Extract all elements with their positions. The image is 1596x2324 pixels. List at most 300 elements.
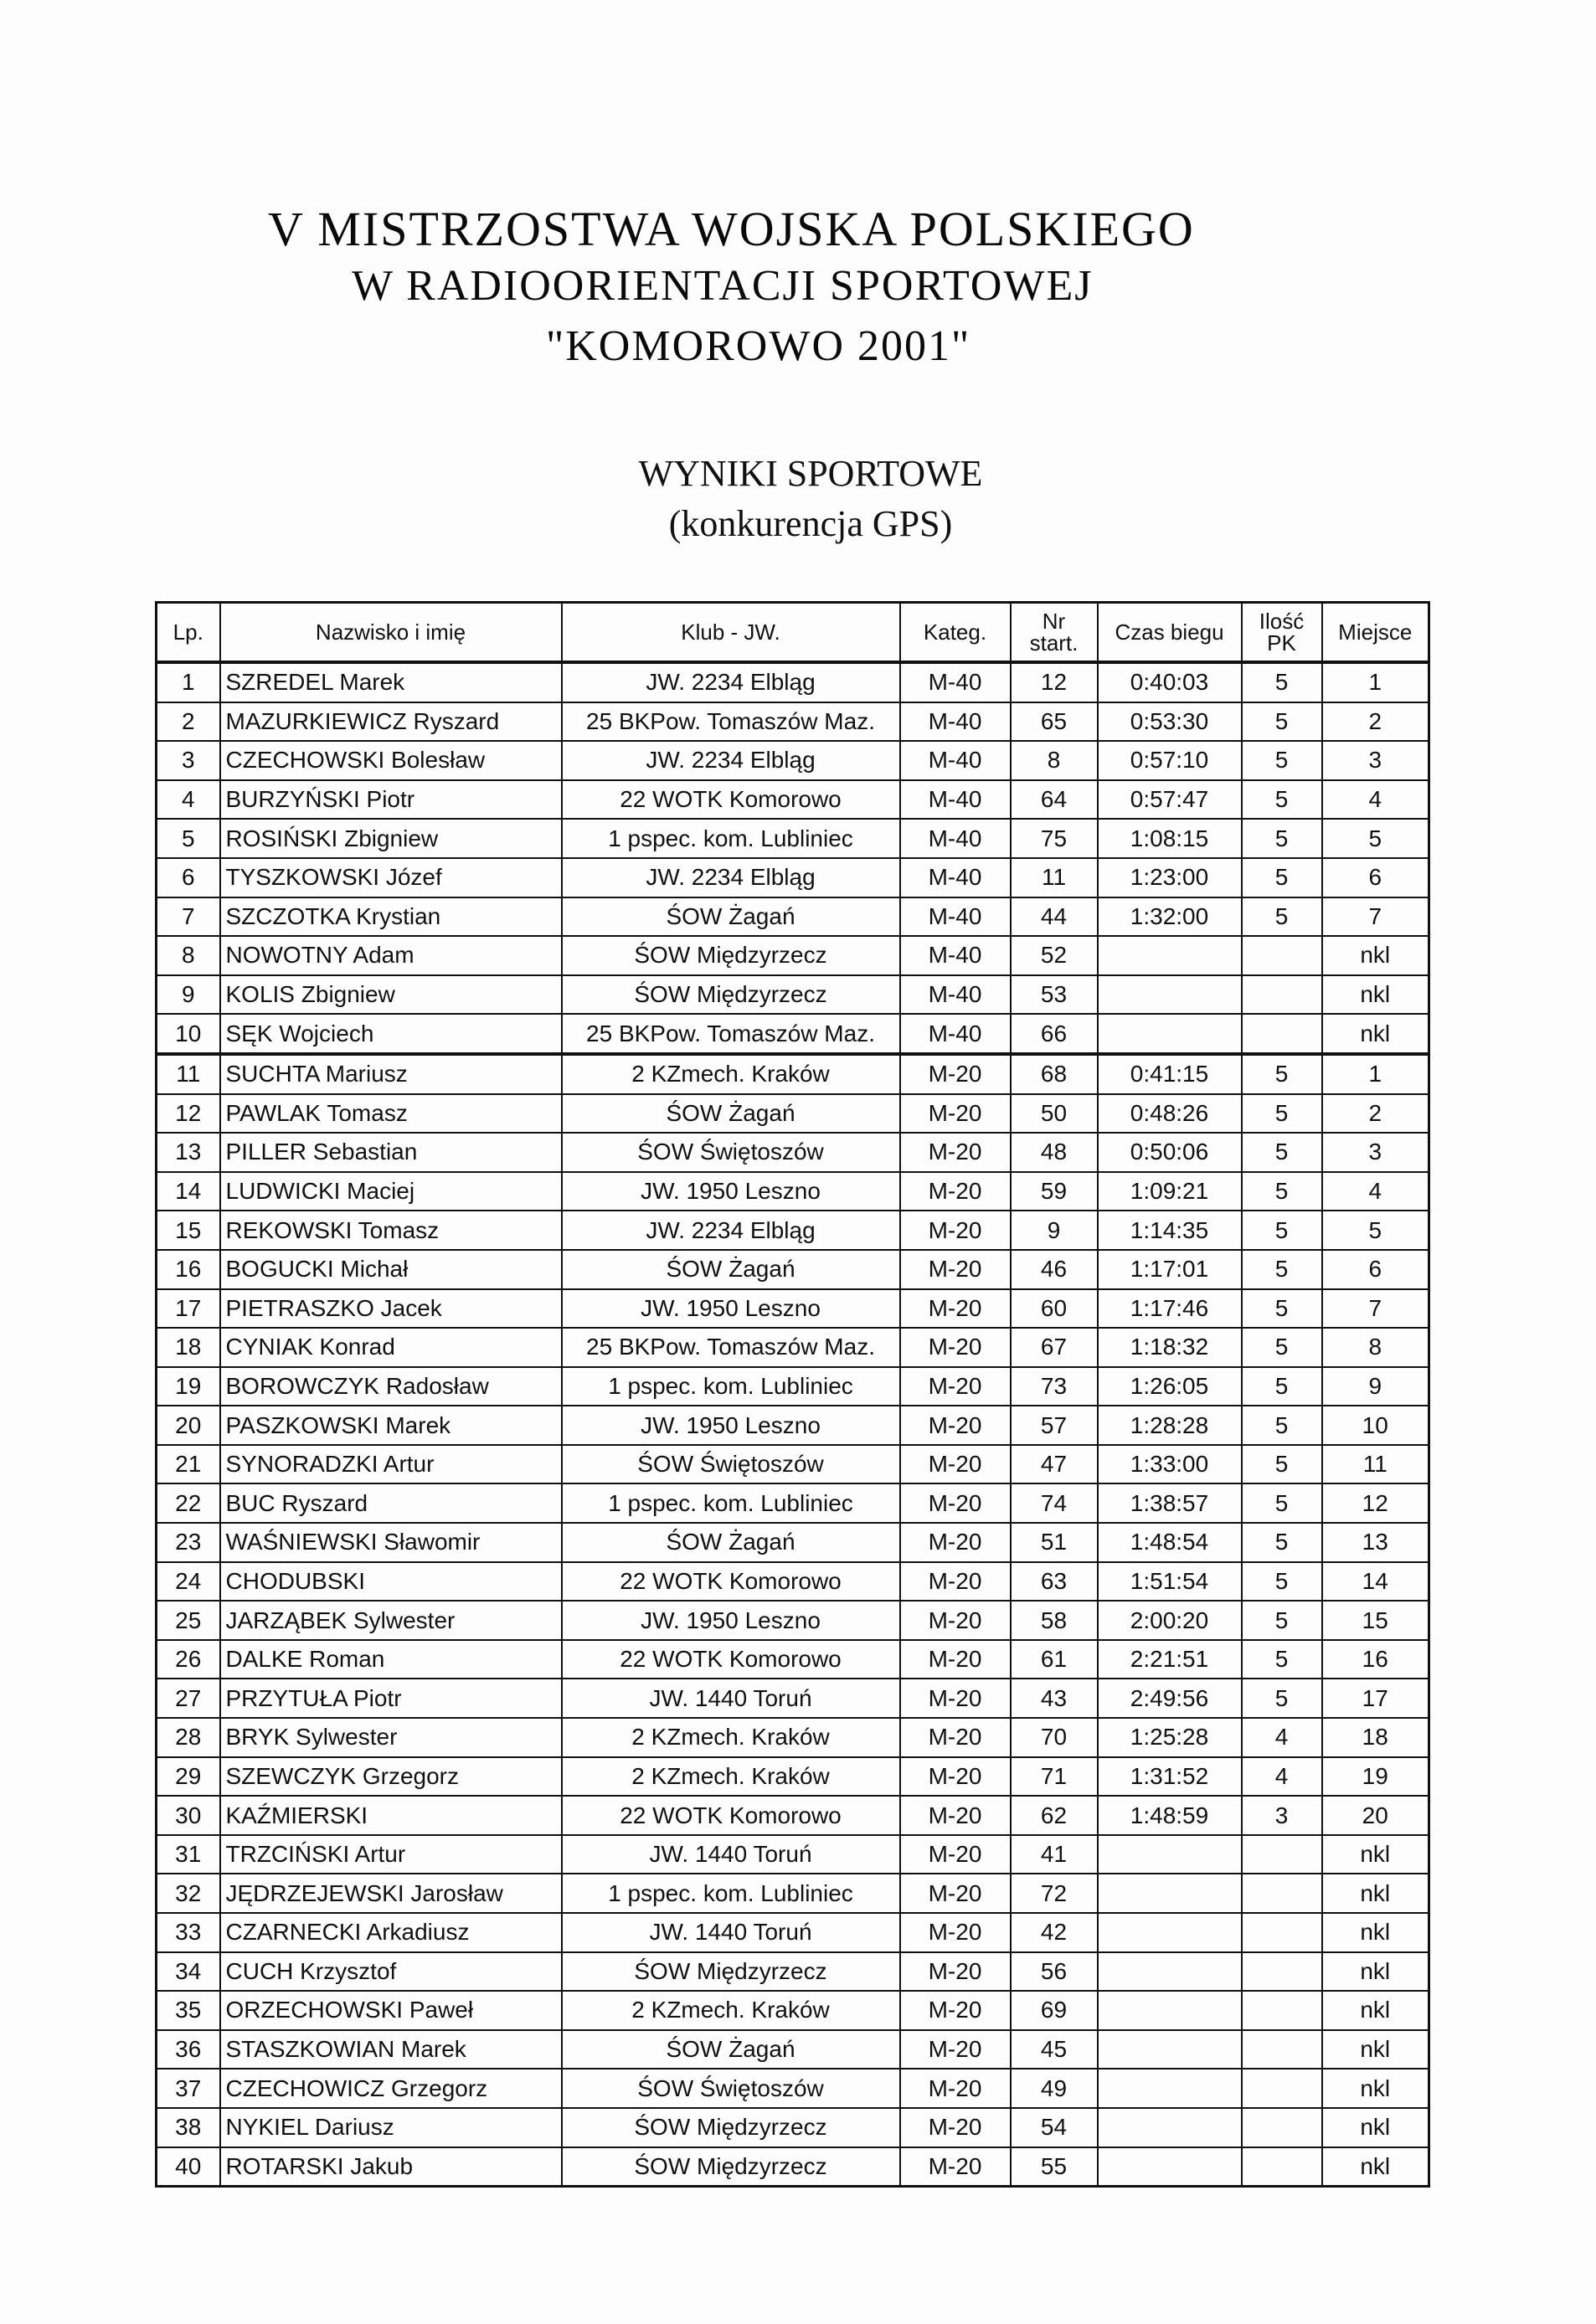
- cell-club: JW. 1440 Toruń: [562, 1835, 900, 1874]
- cell-name: BRYK Sylwester: [220, 1718, 562, 1757]
- cell-club: 2 KZmech. Kraków: [562, 1054, 900, 1094]
- table-row: [157, 1367, 1429, 1406]
- cell-lp: 36: [157, 2030, 220, 2069]
- cell-club: JW. 1950 Leszno: [562, 1289, 900, 1329]
- cell-club: JW. 1440 Toruń: [562, 1913, 900, 1952]
- cell-club: JW. 1950 Leszno: [562, 1172, 900, 1211]
- cell-run-time: 1:51:54: [1098, 1562, 1242, 1602]
- cell-category: M-20: [900, 1367, 1011, 1406]
- cell-club: ŚOW Świętoszów: [562, 1445, 900, 1484]
- table-row: [157, 1718, 1429, 1757]
- cell-name: CZECHOWSKI Bolesław: [220, 741, 562, 780]
- cell-name: ORZECHOWSKI Paweł: [220, 1991, 562, 2030]
- cell-name: NOWOTNY Adam: [220, 936, 562, 975]
- cell-place: 17: [1322, 1679, 1429, 1718]
- cell-run-time: 1:38:57: [1098, 1483, 1242, 1523]
- cell-club: 1 pspec. kom. Lubliniec: [562, 1874, 900, 1913]
- cell-run-time: 0:48:26: [1098, 1094, 1242, 1134]
- cell-name: SYNORADZKI Artur: [220, 1445, 562, 1484]
- cell-category: M-20: [900, 1757, 1011, 1797]
- cell-lp: 10: [157, 1014, 220, 1054]
- cell-place: 1: [1322, 1054, 1429, 1094]
- cell-club: ŚOW Międzyrzecz: [562, 936, 900, 975]
- cell-club: JW. 2234 Elbląg: [562, 858, 900, 897]
- cell-start-number: 47: [1011, 1445, 1098, 1484]
- cell-control-points: 5: [1242, 1054, 1322, 1094]
- cell-run-time: 1:28:28: [1098, 1406, 1242, 1445]
- cell-run-time: 0:40:03: [1098, 662, 1242, 702]
- cell-run-time: 2:49:56: [1098, 1679, 1242, 1718]
- table-row: [157, 1054, 1429, 1094]
- cell-start-number: 11: [1011, 858, 1098, 897]
- cell-category: M-20: [900, 2108, 1011, 2147]
- cell-category: M-20: [900, 1913, 1011, 1952]
- cell-name: WAŚNIEWSKI Sławomir: [220, 1523, 562, 1562]
- table-row: [157, 2147, 1429, 2187]
- cell-club: 1 pspec. kom. Lubliniec: [562, 1367, 900, 1406]
- cell-category: M-40: [900, 1014, 1011, 1054]
- cell-run-time: 2:21:51: [1098, 1640, 1242, 1679]
- cell-name: TRZCIŃSKI Artur: [220, 1835, 562, 1874]
- cell-control-points: 5: [1242, 897, 1322, 937]
- cell-start-number: 71: [1011, 1757, 1098, 1797]
- cell-control-points: 5: [1242, 1679, 1322, 1718]
- cell-lp: 21: [157, 1445, 220, 1484]
- cell-place: 9: [1322, 1367, 1429, 1406]
- cell-run-time: [1098, 1913, 1242, 1952]
- cell-category: M-40: [900, 702, 1011, 742]
- cell-start-number: 43: [1011, 1679, 1098, 1718]
- cell-lp: 11: [157, 1054, 220, 1094]
- cell-run-time: 1:17:46: [1098, 1289, 1242, 1329]
- cell-name: PASZKOWSKI Marek: [220, 1406, 562, 1445]
- cell-place: nkl: [1322, 2108, 1429, 2147]
- cell-start-number: 64: [1011, 780, 1098, 820]
- cell-category: M-20: [900, 1718, 1011, 1757]
- cell-lp: 25: [157, 1601, 220, 1640]
- cell-place: 6: [1322, 1250, 1429, 1289]
- cell-run-time: 1:08:15: [1098, 819, 1242, 858]
- cell-club: 1 pspec. kom. Lubliniec: [562, 819, 900, 858]
- cell-lp: 34: [157, 1952, 220, 1992]
- cell-run-time: 1:18:32: [1098, 1328, 1242, 1367]
- cell-category: M-40: [900, 897, 1011, 937]
- column-header-club: Klub - JW.: [562, 603, 900, 663]
- cell-start-number: 12: [1011, 662, 1098, 702]
- cell-control-points: 4: [1242, 1757, 1322, 1797]
- cell-place: 7: [1322, 897, 1429, 937]
- cell-start-number: 62: [1011, 1796, 1098, 1835]
- cell-lp: 17: [157, 1289, 220, 1329]
- cell-name: ROTARSKI Jakub: [220, 2147, 562, 2187]
- table-row: [157, 897, 1429, 937]
- cell-place: 3: [1322, 741, 1429, 780]
- table-row: [157, 2030, 1429, 2069]
- table-row: [157, 1250, 1429, 1289]
- table-row: [157, 1523, 1429, 1562]
- cell-category: M-20: [900, 1483, 1011, 1523]
- cell-name: CYNIAK Konrad: [220, 1328, 562, 1367]
- cell-club: 25 BKPow. Tomaszów Maz.: [562, 1014, 900, 1054]
- cell-name: LUDWICKI Maciej: [220, 1172, 562, 1211]
- cell-club: 22 WOTK Komorowo: [562, 1796, 900, 1835]
- cell-start-number: 46: [1011, 1250, 1098, 1289]
- cell-lp: 32: [157, 1874, 220, 1913]
- cell-control-points: 5: [1242, 780, 1322, 820]
- cell-place: 8: [1322, 1328, 1429, 1367]
- cell-start-number: 45: [1011, 2030, 1098, 2069]
- cell-control-points: [1242, 2147, 1322, 2187]
- cell-name: CUCH Krzysztof: [220, 1952, 562, 1992]
- cell-club: ŚOW Świętoszów: [562, 2069, 900, 2108]
- cell-category: M-20: [900, 1445, 1011, 1484]
- cell-name: BURZYŃSKI Piotr: [220, 780, 562, 820]
- cell-run-time: 1:26:05: [1098, 1367, 1242, 1406]
- table-row: [157, 741, 1429, 780]
- cell-place: 4: [1322, 1172, 1429, 1211]
- cell-place: nkl: [1322, 1913, 1429, 1952]
- cell-run-time: 1:25:28: [1098, 1718, 1242, 1757]
- table-row: [157, 975, 1429, 1015]
- cell-lp: 20: [157, 1406, 220, 1445]
- table-row: [157, 1094, 1429, 1134]
- table-row: [157, 1014, 1429, 1054]
- cell-category: M-40: [900, 858, 1011, 897]
- cell-club: 22 WOTK Komorowo: [562, 780, 900, 820]
- cell-control-points: 5: [1242, 662, 1322, 702]
- cell-control-points: 5: [1242, 1250, 1322, 1289]
- cell-start-number: 63: [1011, 1562, 1098, 1602]
- cell-name: BUC Ryszard: [220, 1483, 562, 1523]
- cell-run-time: 1:48:54: [1098, 1523, 1242, 1562]
- cell-place: nkl: [1322, 1835, 1429, 1874]
- cell-lp: 19: [157, 1367, 220, 1406]
- cell-place: nkl: [1322, 2069, 1429, 2108]
- cell-place: 10: [1322, 1406, 1429, 1445]
- cell-club: 25 BKPow. Tomaszów Maz.: [562, 702, 900, 742]
- cell-lp: 6: [157, 858, 220, 897]
- cell-start-number: 70: [1011, 1718, 1098, 1757]
- cell-category: M-20: [900, 1250, 1011, 1289]
- cell-place: 19: [1322, 1757, 1429, 1797]
- cell-category: M-20: [900, 1523, 1011, 1562]
- table-row: [157, 1211, 1429, 1250]
- table-row: [157, 1757, 1429, 1797]
- cell-lp: 22: [157, 1483, 220, 1523]
- table-row: [157, 1952, 1429, 1992]
- cell-lp: 28: [157, 1718, 220, 1757]
- cell-control-points: 5: [1242, 1523, 1322, 1562]
- cell-control-points: 5: [1242, 1211, 1322, 1250]
- cell-start-number: 42: [1011, 1913, 1098, 1952]
- title-line-3: "KOMOROWO 2001": [546, 322, 971, 370]
- cell-category: M-20: [900, 1640, 1011, 1679]
- cell-lp: 24: [157, 1562, 220, 1602]
- cell-name: STASZKOWIAN Marek: [220, 2030, 562, 2069]
- cell-start-number: 41: [1011, 1835, 1098, 1874]
- cell-control-points: [1242, 2030, 1322, 2069]
- cell-place: 6: [1322, 858, 1429, 897]
- cell-club: 1 pspec. kom. Lubliniec: [562, 1483, 900, 1523]
- cell-start-number: 69: [1011, 1991, 1098, 2030]
- cell-category: M-20: [900, 1952, 1011, 1992]
- cell-start-number: 75: [1011, 819, 1098, 858]
- table-row: [157, 1172, 1429, 1211]
- cell-place: nkl: [1322, 2030, 1429, 2069]
- cell-category: M-40: [900, 819, 1011, 858]
- cell-control-points: 5: [1242, 1445, 1322, 1484]
- cell-lp: 1: [157, 662, 220, 702]
- cell-name: REKOWSKI Tomasz: [220, 1211, 562, 1250]
- cell-run-time: [1098, 2108, 1242, 2147]
- cell-control-points: 5: [1242, 1094, 1322, 1134]
- cell-club: ŚOW Żagań: [562, 2030, 900, 2069]
- cell-category: M-40: [900, 741, 1011, 780]
- table-row: [157, 1133, 1429, 1172]
- cell-club: ŚOW Międzyrzecz: [562, 975, 900, 1015]
- cell-place: 7: [1322, 1289, 1429, 1329]
- cell-start-number: 52: [1011, 936, 1098, 975]
- cell-lp: 38: [157, 2108, 220, 2147]
- column-header-run-time: Czas biegu: [1098, 603, 1242, 663]
- cell-start-number: 59: [1011, 1172, 1098, 1211]
- table-row: [157, 1289, 1429, 1329]
- cell-club: 22 WOTK Komorowo: [562, 1562, 900, 1602]
- cell-lp: 2: [157, 702, 220, 742]
- cell-start-number: 61: [1011, 1640, 1098, 1679]
- table-row: [157, 1796, 1429, 1835]
- cell-name: SUCHTA Mariusz: [220, 1054, 562, 1094]
- cell-lp: 15: [157, 1211, 220, 1250]
- cell-lp: 37: [157, 2069, 220, 2108]
- cell-control-points: 5: [1242, 1483, 1322, 1523]
- cell-category: M-20: [900, 1133, 1011, 1172]
- column-header-control-points: Ilość PK: [1242, 603, 1322, 663]
- cell-control-points: [1242, 1874, 1322, 1913]
- results-table-body: [157, 662, 1429, 2187]
- cell-run-time: [1098, 1835, 1242, 1874]
- cell-lp: 3: [157, 741, 220, 780]
- cell-start-number: 49: [1011, 2069, 1098, 2108]
- column-header-start-number: Nr start.: [1011, 603, 1098, 663]
- cell-name: SZEWCZYK Grzegorz: [220, 1757, 562, 1797]
- cell-run-time: [1098, 975, 1242, 1015]
- cell-lp: 30: [157, 1796, 220, 1835]
- cell-lp: 27: [157, 1679, 220, 1718]
- cell-lp: 31: [157, 1835, 220, 1874]
- cell-control-points: [1242, 1835, 1322, 1874]
- cell-place: nkl: [1322, 936, 1429, 975]
- cell-lp: 7: [157, 897, 220, 937]
- cell-place: 14: [1322, 1562, 1429, 1602]
- cell-club: 2 KZmech. Kraków: [562, 1718, 900, 1757]
- cell-club: ŚOW Międzyrzecz: [562, 2108, 900, 2147]
- cell-start-number: 67: [1011, 1328, 1098, 1367]
- cell-start-number: 57: [1011, 1406, 1098, 1445]
- cell-start-number: 74: [1011, 1483, 1098, 1523]
- cell-category: M-20: [900, 1679, 1011, 1718]
- cell-name: PRZYTUŁA Piotr: [220, 1679, 562, 1718]
- cell-lp: 18: [157, 1328, 220, 1367]
- cell-run-time: 1:17:01: [1098, 1250, 1242, 1289]
- cell-start-number: 60: [1011, 1289, 1098, 1329]
- cell-lp: 4: [157, 780, 220, 820]
- cell-control-points: 5: [1242, 1328, 1322, 1367]
- cell-club: ŚOW Żagań: [562, 897, 900, 937]
- table-row: [157, 662, 1429, 702]
- cell-control-points: 5: [1242, 1562, 1322, 1602]
- cell-club: ŚOW Żagań: [562, 1250, 900, 1289]
- cell-start-number: 73: [1011, 1367, 1098, 1406]
- cell-start-number: 56: [1011, 1952, 1098, 1992]
- cell-run-time: 1:31:52: [1098, 1757, 1242, 1797]
- cell-club: 2 KZmech. Kraków: [562, 1991, 900, 2030]
- cell-lp: 23: [157, 1523, 220, 1562]
- cell-place: 11: [1322, 1445, 1429, 1484]
- subtitle-competition: (konkurencja GPS): [668, 503, 953, 544]
- cell-run-time: 0:53:30: [1098, 702, 1242, 742]
- cell-category: M-20: [900, 1601, 1011, 1640]
- cell-place: 18: [1322, 1718, 1429, 1757]
- cell-category: M-20: [900, 1835, 1011, 1874]
- cell-name: KAŹMIERSKI: [220, 1796, 562, 1835]
- cell-lp: 35: [157, 1991, 220, 2030]
- table-row: [157, 780, 1429, 820]
- cell-run-time: [1098, 1014, 1242, 1054]
- cell-run-time: [1098, 2069, 1242, 2108]
- cell-run-time: [1098, 2147, 1242, 2187]
- cell-place: 3: [1322, 1133, 1429, 1172]
- cell-name: CZARNECKI Arkadiusz: [220, 1913, 562, 1952]
- table-row: [157, 1445, 1429, 1484]
- cell-control-points: [1242, 2108, 1322, 2147]
- cell-lp: 40: [157, 2147, 220, 2187]
- cell-lp: 9: [157, 975, 220, 1015]
- cell-category: M-20: [900, 1406, 1011, 1445]
- cell-club: 25 BKPow. Tomaszów Maz.: [562, 1328, 900, 1367]
- cell-control-points: [1242, 2069, 1322, 2108]
- cell-start-number: 72: [1011, 1874, 1098, 1913]
- cell-club: ŚOW Żagań: [562, 1523, 900, 1562]
- cell-lp: 26: [157, 1640, 220, 1679]
- cell-lp: 33: [157, 1913, 220, 1952]
- cell-control-points: [1242, 1913, 1322, 1952]
- cell-category: M-20: [900, 1991, 1011, 2030]
- cell-name: CZECHOWICZ Grzegorz: [220, 2069, 562, 2108]
- cell-control-points: 5: [1242, 1601, 1322, 1640]
- cell-start-number: 66: [1011, 1014, 1098, 1054]
- cell-control-points: [1242, 1952, 1322, 1992]
- title-line-2: W RADIOORIENTACJI SPORTOWEJ: [352, 262, 1094, 310]
- cell-category: M-20: [900, 1328, 1011, 1367]
- cell-start-number: 44: [1011, 897, 1098, 937]
- column-header-category: Kateg.: [900, 603, 1011, 663]
- cell-category: M-40: [900, 936, 1011, 975]
- cell-name: BOROWCZYK Radosław: [220, 1367, 562, 1406]
- table-row: [157, 702, 1429, 742]
- cell-run-time: [1098, 936, 1242, 975]
- cell-run-time: 1:48:59: [1098, 1796, 1242, 1835]
- cell-run-time: 1:14:35: [1098, 1211, 1242, 1250]
- header-row: [157, 603, 1429, 663]
- table-row: [157, 819, 1429, 858]
- column-header-lp: Lp.: [157, 603, 220, 663]
- cell-place: 2: [1322, 702, 1429, 742]
- cell-club: JW. 2234 Elbląg: [562, 1211, 900, 1250]
- cell-control-points: [1242, 936, 1322, 975]
- cell-category: M-40: [900, 780, 1011, 820]
- cell-run-time: [1098, 2030, 1242, 2069]
- cell-lp: 29: [157, 1757, 220, 1797]
- cell-run-time: [1098, 1874, 1242, 1913]
- cell-name: JARZĄBEK Sylwester: [220, 1601, 562, 1640]
- cell-start-number: 65: [1011, 702, 1098, 742]
- cell-control-points: 5: [1242, 858, 1322, 897]
- cell-start-number: 50: [1011, 1094, 1098, 1134]
- cell-lp: 16: [157, 1250, 220, 1289]
- cell-name: ROSIŃSKI Zbigniew: [220, 819, 562, 858]
- cell-start-number: 51: [1011, 1523, 1098, 1562]
- cell-name: SZREDEL Marek: [220, 662, 562, 702]
- cell-place: 20: [1322, 1796, 1429, 1835]
- cell-start-number: 53: [1011, 975, 1098, 1015]
- cell-club: JW. 1440 Toruń: [562, 1679, 900, 1718]
- cell-name: KOLIS Zbigniew: [220, 975, 562, 1015]
- table-row: [157, 1913, 1429, 1952]
- table-row: [157, 1874, 1429, 1913]
- cell-lp: 14: [157, 1172, 220, 1211]
- table-row: [157, 1562, 1429, 1602]
- cell-place: 5: [1322, 819, 1429, 858]
- cell-category: M-20: [900, 1094, 1011, 1134]
- cell-club: ŚOW Żagań: [562, 1094, 900, 1134]
- table-row: [157, 1406, 1429, 1445]
- cell-run-time: [1098, 1991, 1242, 2030]
- cell-club: 2 KZmech. Kraków: [562, 1757, 900, 1797]
- table-row: [157, 858, 1429, 897]
- cell-name: PILLER Sebastian: [220, 1133, 562, 1172]
- cell-place: 2: [1322, 1094, 1429, 1134]
- table-row: [157, 1601, 1429, 1640]
- cell-run-time: 1:32:00: [1098, 897, 1242, 937]
- cell-control-points: 5: [1242, 1367, 1322, 1406]
- cell-control-points: 5: [1242, 1406, 1322, 1445]
- cell-name: PAWLAK Tomasz: [220, 1094, 562, 1134]
- cell-name: BOGUCKI Michał: [220, 1250, 562, 1289]
- cell-club: ŚOW Międzyrzecz: [562, 1952, 900, 1992]
- cell-club: JW. 1950 Leszno: [562, 1406, 900, 1445]
- cell-start-number: 9: [1011, 1211, 1098, 1250]
- cell-run-time: 1:33:00: [1098, 1445, 1242, 1484]
- cell-category: M-20: [900, 2147, 1011, 2187]
- table-row: [157, 2069, 1429, 2108]
- cell-run-time: 2:00:20: [1098, 1601, 1242, 1640]
- cell-run-time: [1098, 1952, 1242, 1992]
- cell-category: M-20: [900, 2030, 1011, 2069]
- cell-control-points: 5: [1242, 1289, 1322, 1329]
- cell-name: DALKE Roman: [220, 1640, 562, 1679]
- cell-control-points: 3: [1242, 1796, 1322, 1835]
- cell-run-time: 0:50:06: [1098, 1133, 1242, 1172]
- cell-control-points: 5: [1242, 1172, 1322, 1211]
- cell-name: NYKIEL Dariusz: [220, 2108, 562, 2147]
- cell-place: nkl: [1322, 1014, 1429, 1054]
- cell-club: JW. 2234 Elbląg: [562, 741, 900, 780]
- cell-control-points: 5: [1242, 741, 1322, 780]
- cell-start-number: 54: [1011, 2108, 1098, 2147]
- cell-category: M-40: [900, 662, 1011, 702]
- cell-run-time: 0:57:10: [1098, 741, 1242, 780]
